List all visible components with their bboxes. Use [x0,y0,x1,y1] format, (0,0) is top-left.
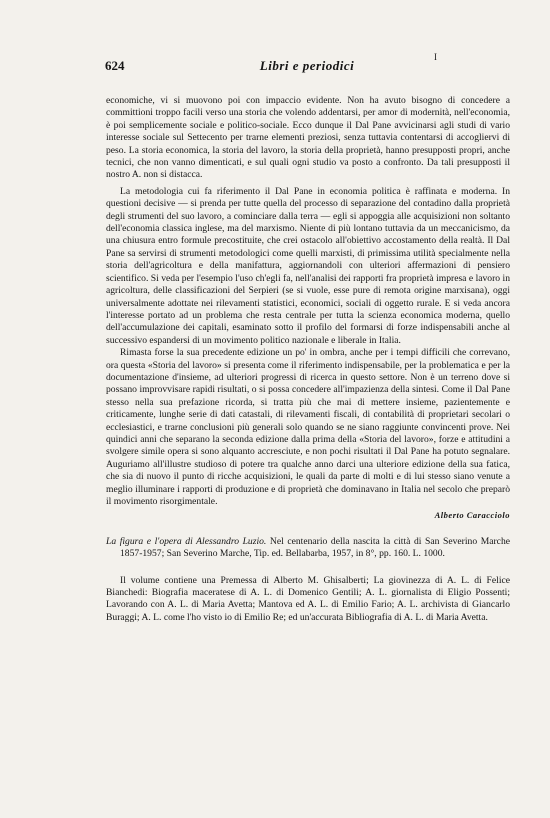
paragraph-1: economiche, vi si muovono poi con impaccio evidente. Non ha avuto bisogno di concedere a committioni troppo facili verso una storia che volendo addentarsi, per amor di modernità, nell'economia, è poi semplicemente sociale e politico-sociale. Ecco dunque il Dal Pane avvicinarsi agli studi di vario interesse sociale sul Settecento per trarne elementi preziosi, senza tuttavia contentarsi di accogliervi di peso. La storia economica, la storia del lavoro, la storia della proprietà, hanno presupposti propri, anche tecnici, che non vanno dimenticati, e sul quali ogni studio va posto a confronto. Da tali presupposti il nostro A. non si distacca. [106,95,510,181]
page-header [105,52,509,78]
review-body: Il volume contiene una Premessa di Alberto M. Ghisalberti; La giovinezza di A. L. di Felice Bianchedi: Biografia maceratese di A. L. di Domenico Gentili; A. L. giornalista di Eligio Possenti; Lavorando con A. L. di Maria Avetta; Mantova ed A. L. di Emilio Fario; A. L. archivista di Giancarlo Buraggi; A. L. come l'ho visto io di Emilio Re; ed un'accurata Bibliografia di A. L. di Maria Avetta. [106,574,510,623]
paragraph-3: Rimasta forse la sua precedente edizione un po' in ombra, anche per i tempi difficili che correvano, ora questa «Storia del lavoro» si presenta come il riferimento indispensabile, per la problematica e per la documentazione d'insieme, ad ulteriori progressi di ricerca in questo settore. Non è un terreno dove si possano improvvisare rapidi risultati, o si possa concedere all'impazienza della sintesi. Come il Dal Pane stesso nella sua prefazione ricorda, si tratta più che mai di mettere insieme, pazientemente e criticamente, lunghe serie di dati catastali, di rilevamenti fiscali, di contabilità di proprietari secolari o ecclesiastici, e trarne conclusioni più generali solo quando se ne siano raggiunte convincenti prove. Nei quindici anni che separano la seconda edizione dalla prima della «Storia del lavoro», forze e attitudini a svolgere simile opera si sono alquanto accresciute, e non pochi risultati il Dal Pane ha potuto segnalare. Auguriamo all'illustre studioso di potere tra qualche anno darci una ulteriore edizione della sua fatica, che sia di nuovo il punto di ricche acquisizioni, le quali da parte di molti e di lui stesso siano venute a meglio illuminare i rapporti di produzione e di proprietà che dominavano in Italia nel secolo che preparò il movimento risorgimentale. [106,347,510,507]
running-title: Libri e periodici [259,58,355,73]
header-mark: I [434,52,437,62]
review-details: Nel centenario della nascita la città di San Severino Marche 1857-1957; San Severino Marche, Tip. ed. Bellabarba, 1957, in 8°, pp. 160. L. 1000. [120,535,510,560]
paragraph-2: La metodologia cui fa riferimento il Dal Pane in economia politica è raffinata e moderna. In questioni decisive — si prenda per tutte quella del processo di separazione del contadino dalla proprietà degli strumenti del suo lavoro, a cominciare dalla terra — egli si appoggia alle acquisizioni non soltanto dell'economia classica inglese, ma del marxismo. Niente di più lontano tuttavia da un meccanicismo, da una chiusura entro formule precostituite, che crei ostacolo all'obiettivo accostamento della realtà. Il Dal Pane sa servirsi di strumenti metodologici come quelli marxisti, di primissima utilità specialmente nella storia dell'agricoltura e della manifattura, aggiornandoli con ulteriori affermazioni di pensiero scientifico. Si veda per l'esempio l'uso ch'egli fa, nell'analisi dei rapporti fra proprietà impresa e lavoro in agricoltura, delle classificazioni del Serpieri (se si vuole, esse pure di remota origine marxisana), oggi universalmente adottate nei rilevamenti statistici, economici, sociali di oggetto rurale. E si veda ancora l'interesse portato ad un problema che resta centrale per tutta la scienza economica moderna, quello dell'accumulazione dei capitali, esaminato sotto il profilo del formarsi di forze indispensabili anche al successivo espandersi di un movimento politico nazionale e liberale in Italia. [106,185,510,346]
review-heading [106,536,510,561]
page-number: 624 [105,58,125,73]
author-signature: Alberto Caracciolo [434,510,510,521]
review-title: La figura e l'opera di Alessandro Luzio. [106,535,267,547]
body-text [106,95,510,624]
